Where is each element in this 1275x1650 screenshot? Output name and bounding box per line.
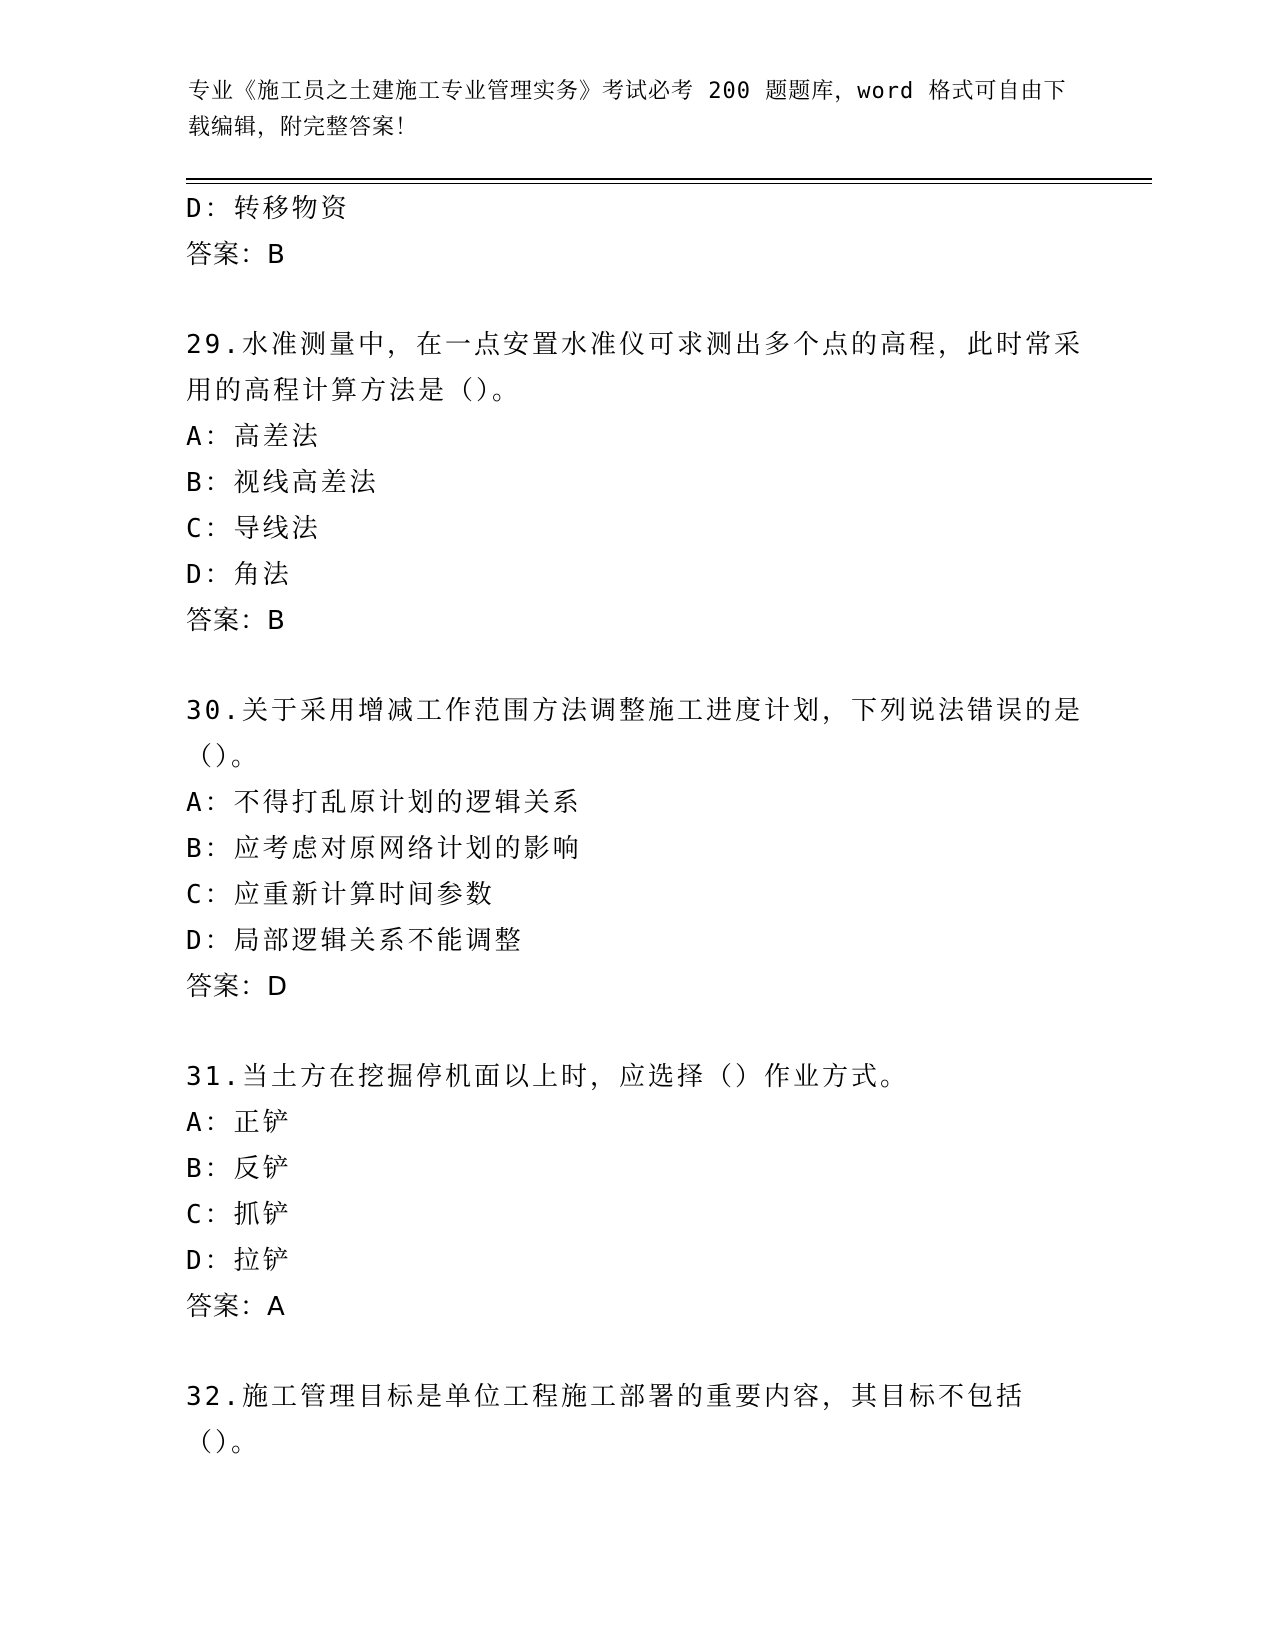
option-b: B：应考虑对原网络计划的影响: [186, 834, 582, 864]
option-d: D：局部逻辑关系不能调整: [186, 926, 524, 956]
option-c: C：应重新计算时间参数: [186, 880, 495, 910]
spacer: [186, 1010, 1086, 1054]
option-a: A：不得打乱原计划的逻辑关系: [186, 788, 582, 818]
spacer: [186, 1330, 1086, 1374]
page-header: 专业《施工员之土建施工专业管理实务》考试必考 200 题题库，word 格式可自由下载编辑，附完整答案！: [188, 79, 1067, 140]
header-divider: [186, 178, 1152, 184]
question-stem: 30.关于采用增减工作范围方法调整施工进度计划，下列说法错误的是（）。: [186, 696, 1083, 772]
question-stem: 31.当土方在挖掘停机面以上时，应选择（）作业方式。: [186, 1062, 909, 1092]
question-29: [186, 322, 1086, 644]
question-32: [186, 1374, 1086, 1466]
question-list: [186, 186, 1086, 1466]
answer: 答案：D: [186, 972, 289, 1002]
answer: 答案：B: [186, 606, 286, 636]
carryover-option-d: D：转移物资: [186, 194, 350, 224]
question-30: [186, 688, 1086, 1010]
answer: 答案：A: [186, 1292, 286, 1322]
question-stem: 32.施工管理目标是单位工程施工部署的重要内容，其目标不包括（）。: [186, 1382, 1025, 1458]
option-c: C：导线法: [186, 514, 321, 544]
option-a: A：正铲: [186, 1108, 292, 1138]
option-d: D：拉铲: [186, 1246, 292, 1276]
option-c: C：抓铲: [186, 1200, 292, 1230]
question-stem: 29.水准测量中，在一点安置水准仪可求测出多个点的高程，此时常采用的高程计算方法是（）。: [186, 330, 1083, 406]
spacer: [186, 278, 1086, 322]
option-d: D：角法: [186, 560, 292, 590]
option-b: B：视线高差法: [186, 468, 379, 498]
option-b: B：反铲: [186, 1154, 292, 1184]
question-31: [186, 1054, 1086, 1330]
carryover-answer: 答案：B: [186, 240, 286, 270]
option-a: A：高差法: [186, 422, 321, 452]
spacer: [186, 644, 1086, 688]
